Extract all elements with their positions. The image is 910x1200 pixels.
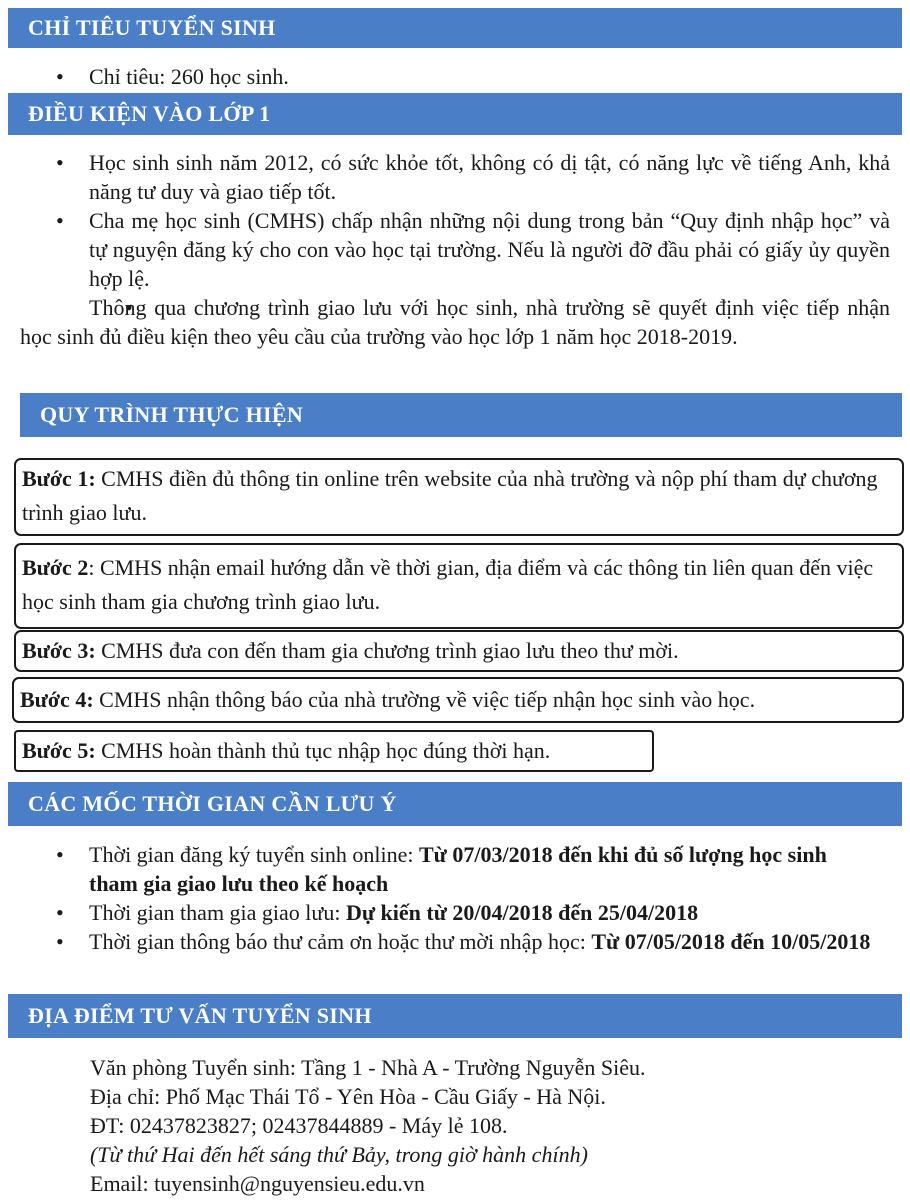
step-5: [14, 730, 654, 772]
step-3: [14, 630, 904, 672]
list-item: • Học sinh sinh năm 2012, có sức khỏe tốt, không có dị tật, có năng lực về tiếng Anh, khả năng tư duy và giao tiếp tốt.: [20, 148, 890, 206]
hours-line: (Từ thứ Hai đến hết sáng thứ Bảy, trong giờ hành chính): [90, 1142, 588, 1167]
timeline-item-date: Dự kiến từ 20/04/2018 đến 25/04/2018: [345, 900, 699, 925]
step-2: [14, 543, 904, 629]
section-header-process: [20, 393, 902, 437]
step-label: Bước 3:: [22, 638, 96, 663]
step-label: Bước 5:: [22, 738, 96, 763]
step-label: Bước 1:: [22, 466, 96, 491]
step-4: [12, 677, 904, 723]
email-line: Email: tuyensinh@nguyensieu.edu.vn: [90, 1171, 425, 1196]
list-item: [20, 927, 880, 956]
list-item: [20, 898, 880, 927]
step-text: CMHS hoàn thành thủ tục nhập học đúng thời hạn.: [95, 738, 551, 763]
section-header-conditions: [8, 93, 902, 135]
office-line: Văn phòng Tuyển sinh: Tầng 1 - Nhà A - Trường Nguyễn Siêu.: [90, 1055, 646, 1080]
section-header-location: [8, 994, 902, 1038]
location-title: ĐỊA ĐIỂM TƯ VẤN TUYỂN SINH: [28, 1003, 372, 1028]
list-item: [20, 840, 880, 898]
timeline-item-text: Thời gian tham gia giao lưu:: [89, 900, 346, 925]
step-label: Bước 2: [22, 555, 89, 580]
phone-line: ĐT: 02437823827; 02437844889 - Máy lẻ 108.: [90, 1113, 508, 1138]
timeline-item-date: Từ 07/03/2018 đến khi đủ số lượng học sinh tham gia giao lưu theo kế hoạch: [89, 842, 827, 896]
list-item: • Thông qua chương trình giao lưu với học sinh, nhà trường sẽ quyết định việc tiếp nhận học sinh đủ điều kiện theo yêu cầu của trường vào học lớp 1 năm học 2018-2019.: [20, 293, 890, 351]
quota-title: CHỈ TIÊU TUYỂN SINH: [28, 15, 276, 40]
timeline-item-date: Từ 07/05/2018 đến 10/05/2018: [591, 929, 871, 954]
step-label: Bước 4:: [20, 687, 94, 712]
list-item: • Cha mẹ học sinh (CMHS) chấp nhận những nội dung trong bản “Quy định nhập học” và tự nguyện đăng ký cho con vào học tại trường. Nếu là người đỡ đầu phải có giấy ủy quyền hợp lệ.: [20, 206, 890, 293]
list-item: • Chỉ tiêu: 260 học sinh.: [20, 62, 890, 91]
conditions-title: ĐIỀU KIỆN VÀO LỚP 1: [28, 101, 271, 126]
timeline-list: [20, 840, 880, 956]
step-text: CMHS điền đủ thông tin online trên website của nhà trường và nộp phí tham dự chương trình giao lưu.: [22, 466, 878, 525]
quota-list: [20, 62, 890, 91]
step-text: : CMHS nhận email hướng dẫn về thời gian, địa điểm và các thông tin liên quan đến việc học sinh tham gia chương trình giao lưu.: [22, 555, 874, 614]
timeline-item-text: Thời gian đăng ký tuyển sinh online:: [89, 842, 419, 867]
process-title: QUY TRÌNH THỰC HIỆN: [40, 402, 304, 427]
contact-block: [90, 1053, 645, 1198]
address-line: Địa chỉ: Phố Mạc Thái Tổ - Yên Hòa - Cầu Giấy - Hà Nội.: [90, 1084, 606, 1109]
timeline-title: CÁC MỐC THỜI GIAN CẦN LƯU Ý: [28, 791, 397, 816]
step-1: [14, 458, 904, 536]
timeline-item-text: Thời gian thông báo thư cảm ơn hoặc thư mời nhập học:: [89, 929, 592, 954]
section-header-quota: [8, 8, 902, 48]
conditions-list: [20, 148, 890, 351]
step-text: CMHS đưa con đến tham gia chương trình giao lưu theo thư mời.: [95, 638, 679, 663]
step-text: CMHS nhận thông báo của nhà trường về việc tiếp nhận học sinh vào học.: [93, 687, 756, 712]
section-header-timeline: [8, 782, 902, 826]
